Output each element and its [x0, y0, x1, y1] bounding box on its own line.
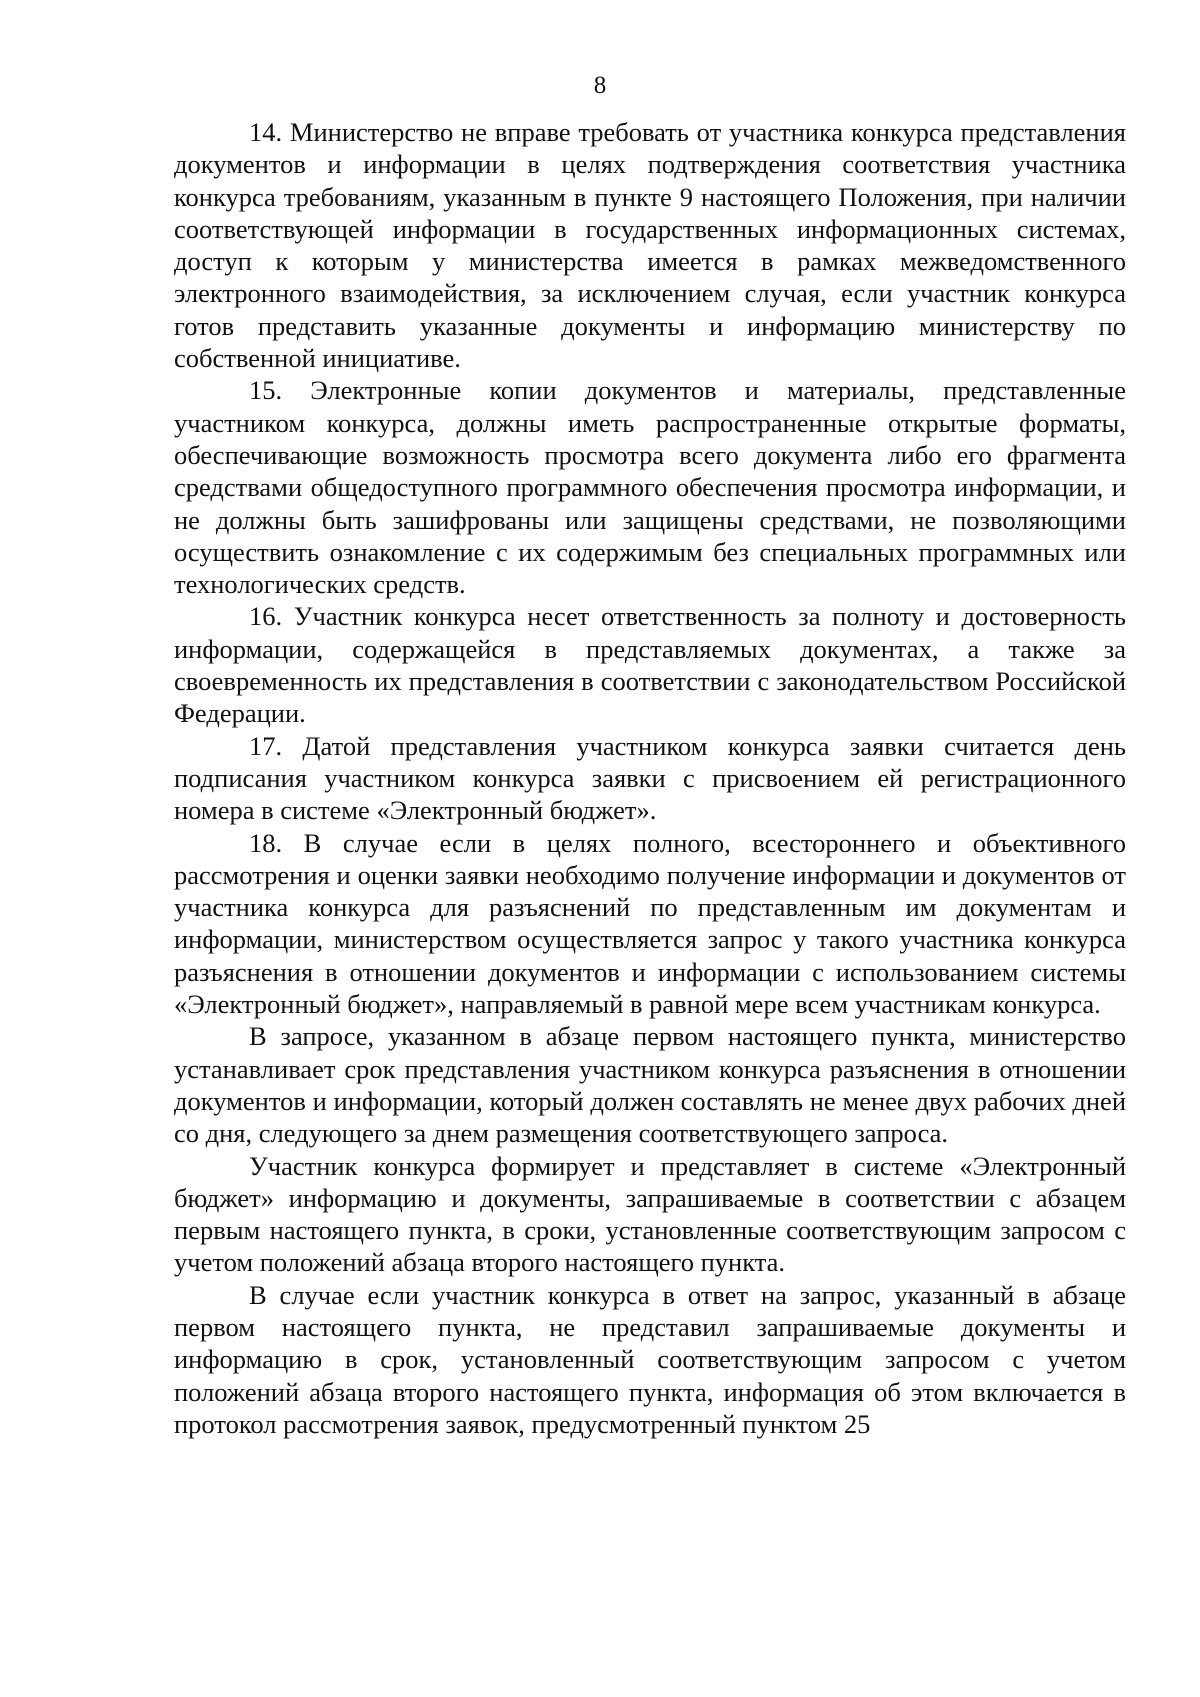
paragraph-18-abzac-3: Участник конкурса формирует и представляет в системе «Электронный бюджет» информацию и документы, запрашиваемые в соответствии с абзацем первым настоящего пункта, в сроки, установленные соответствующим запросом с учетом положений абзаца второго настоящего пункта. [174, 1150, 1126, 1278]
document-body [174, 116, 1126, 1440]
paragraph-item-15: 15. Электронные копии документов и материалы, представленные участником конкурса, должны иметь распространенные открытые форматы, обеспечивающие возможность просмотра всего документа либо его фрагмента средствами общедоступного программного обеспечения просмотра информации, и не должны быть зашифрованы или защищены средствами, не позволяющими осуществить ознакомление с их содержимым без специальных программных или технологических средств. [174, 375, 1126, 600]
paragraph-item-18: 18. В случае если в целях полного, всестороннего и объективного рассмотрения и оценки заявки необходимо получение информации и документов от участника конкурса для разъяснений по представленным им документам и информации, министерством осуществляется запрос у такого участника конкурса разъяснения в отношении документов и информации с использованием системы «Электронный бюджет», направляемый в равной мере всем участникам конкурса. [174, 827, 1126, 1020]
paragraph-item-14: 14. Министерство не вправе требовать от участника конкурса представления документов и информации в целях подтверждения соответствия участника конкурса требованиям, указанным в пункте 9 настоящего Положения, при наличии соответствующей информации в государственных информационных системах, доступ к которым у министерства имеется в рамках межведомственного электронного взаимодействия, за исключением случая, если участник конкурса готов представить указанные документы и информацию министерству по собственной инициативе. [174, 117, 1126, 374]
paragraph-18-abzac-2: В запросе, указанном в абзаце первом настоящего пункта, министерство устанавливает срок представления участником конкурса разъяснения в отношении документов и информации, который должен составлять не менее двух рабочих дней со дня, следующего за днем размещения соответствующего запроса. [174, 1021, 1126, 1149]
page-number: 8 [593, 72, 607, 99]
paragraph-item-16: 16. Участник конкурса несет ответственность за полноту и достоверность информации, содержащейся в представляемых документах, а также за своевременность их представления в соответствии с законодательством Российской Федерации. [174, 601, 1126, 729]
paragraph-18-abzac-4: В случае если участник конкурса в ответ на запрос, указанный в абзаце первом настоящего пункта, не представил запрашиваемые документы и информацию в срок, установленный соответствующим запросом с учетом положений абзаца второго настоящего пункта, информация об этом включается в протокол рассмотрения заявок, предусмотренный пунктом 25 [174, 1279, 1126, 1439]
paragraph-item-17: 17. Датой представления участником конкурса заявки считается день подписания участником конкурса заявки с присвоением ей регистрационного номера в системе «Электронный бюджет». [174, 730, 1126, 826]
